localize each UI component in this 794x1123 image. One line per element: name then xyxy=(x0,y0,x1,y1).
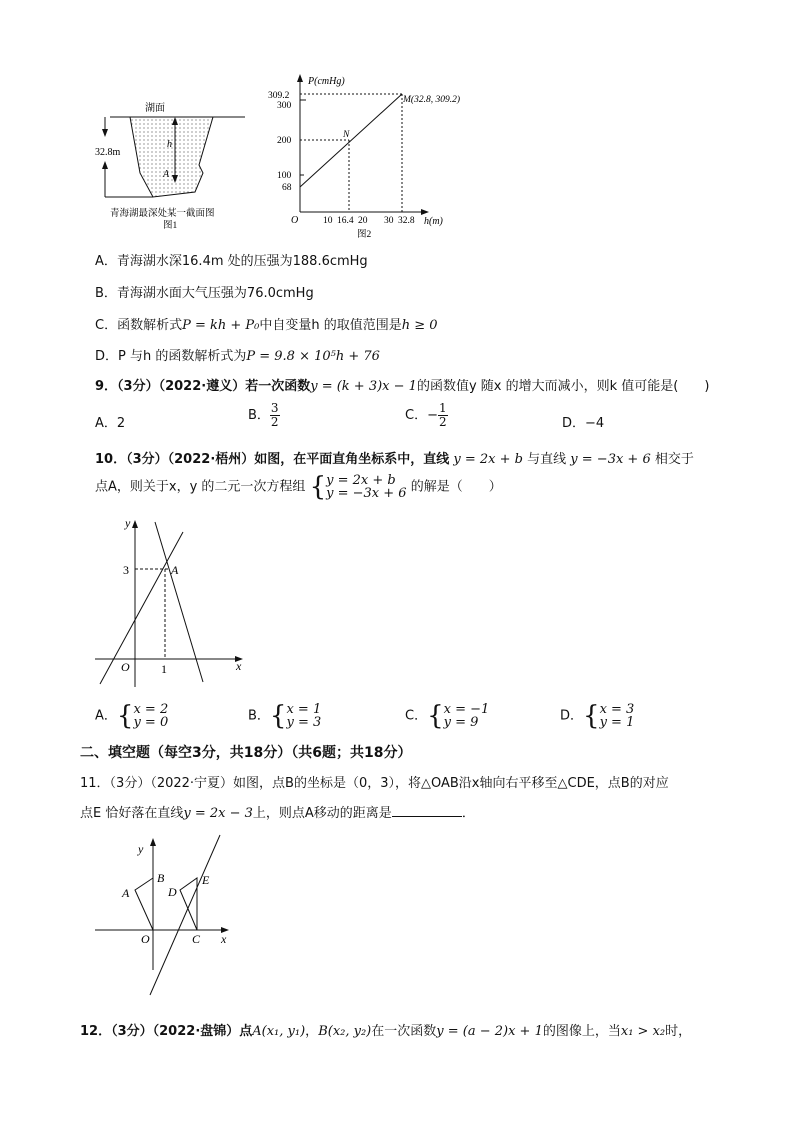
q8-c-mid: 中自变量h 的取值范围是 xyxy=(259,318,402,333)
q9-option-b: B． $\frac{3}{2}$ xyxy=(248,401,279,429)
q9-option-c: C．− $\frac{1}{2}$ xyxy=(405,401,447,429)
q8-d-formula: P = 9.8 × 10⁵h + 76 xyxy=(246,349,380,364)
q11-y-label: y xyxy=(138,842,144,856)
figure1-label: 图1 xyxy=(163,221,178,230)
q8-c-range: h ≥ 0 xyxy=(401,318,438,333)
q9-stem xyxy=(95,375,709,394)
graph2-origin: O xyxy=(291,215,299,226)
q10-line1: 10．（3分）（2022·梧州）如图，在平面直角坐标系中，直线 y = 2x + b 与直线 y = −3x + 6 相交于 xyxy=(95,452,694,467)
q11-graph xyxy=(95,830,245,1000)
q10-line2: 点A，则关于x，y 的二元一次方程组 { y = 2x + b y = −3x + 6 的解是（ ） xyxy=(95,472,502,502)
figure2-label: 图2 xyxy=(357,230,372,240)
q9-post: 的函数值y 随x 的增大而减小，则k 值可能是( ) xyxy=(416,379,710,394)
a-point-label: A xyxy=(163,169,170,180)
q10-y-label: y xyxy=(125,516,131,530)
triangle-oab xyxy=(135,878,153,930)
q10-point-a: A xyxy=(171,563,179,577)
q9-option-d: D．−4 xyxy=(562,416,605,431)
q8-d-pre: D．P 与h 的函数解析式为 xyxy=(95,349,247,364)
q11-line1: 11．（3分）（2022·宁夏）如图，点B的坐标是（0，3），将△OAB沿x轴向右平移至△CDE，点B的对应 xyxy=(80,776,669,791)
q10-tick-3: 3 xyxy=(123,563,129,577)
pressure-depth-graph xyxy=(265,70,480,240)
q10-x-label: x xyxy=(236,659,242,673)
q11-line2: 点E 恰好落在直线y = 2x − 3上，则点A移动的距离是 ． xyxy=(80,806,475,821)
ytick-300: 300 xyxy=(277,101,292,111)
q8-option-d xyxy=(95,345,380,364)
xtick-30: 30 xyxy=(384,216,394,226)
q10-tick-1: 1 xyxy=(161,662,167,676)
lake-surface-label: 湖面 xyxy=(145,103,165,114)
q8-option-c xyxy=(95,314,438,333)
q8-c-pre: C．函数解析式 xyxy=(95,318,183,333)
q11-point-e: E xyxy=(202,873,210,887)
q9-pre: 9．（3分）（2022·遵义）若一次函数 xyxy=(95,379,311,394)
q11-x-label: x xyxy=(221,932,227,946)
depth-label: 32.8m xyxy=(95,147,121,158)
q8-option-a: A．青海湖水深16.4m 处的压强为188.6cmHg xyxy=(95,254,368,269)
q11-point-a: A xyxy=(122,886,130,900)
q11-point-d: D xyxy=(168,885,177,899)
q11-origin: O xyxy=(141,932,150,946)
point-n-label: N xyxy=(343,130,350,140)
ytick-309-2: 309.2 xyxy=(268,91,290,101)
point-m-label: M(32.8, 309.2) xyxy=(403,95,460,105)
triangle-cde xyxy=(180,878,197,930)
line-y-2x-3 xyxy=(150,835,220,995)
ytick-100: 100 xyxy=(277,171,292,181)
lake-water-area xyxy=(130,117,213,197)
q10-option-b: B．{ x = 1 y = 3 xyxy=(248,701,322,731)
xtick-20: 20 xyxy=(358,216,368,226)
p-h-line xyxy=(300,94,402,187)
q11-point-c: C xyxy=(192,932,201,946)
q10-origin: O xyxy=(121,660,130,674)
q10-option-c: C．{ x = −1 y = 9 xyxy=(405,701,490,731)
section-2-heading: 二、填空题（每空3分，共18分）（共6题；共18分） xyxy=(80,745,412,761)
q8-c-formula: P = kh + P₀ xyxy=(182,318,260,333)
ytick-200: 200 xyxy=(277,136,292,146)
figure1-caption: 青海湖最深处某一截面图 xyxy=(110,209,215,219)
q9-formula: y = (k + 3)x − 1 xyxy=(310,379,417,394)
xtick-10: 10 xyxy=(323,216,333,226)
q8-option-b: B．青海湖水面大气压强为76.0cmHg xyxy=(95,286,314,301)
h-label: h xyxy=(167,139,172,150)
ytick-68: 68 xyxy=(282,183,292,193)
xtick-16-4: 16.4 xyxy=(337,216,354,226)
q10-graph xyxy=(95,512,255,692)
q11-point-b: B xyxy=(157,871,165,885)
q10-option-a: A．{ x = 2 y = 0 xyxy=(95,701,169,731)
q10-equation-system: y = 2x + b y = −3x + 6 xyxy=(326,473,407,501)
xtick-32-8: 32.8 xyxy=(398,216,415,226)
line-y-2x-b xyxy=(100,532,183,684)
q9-option-a: A．2 xyxy=(95,416,126,431)
q11-answer-blank[interactable] xyxy=(392,804,462,817)
graph2-xlabel: h(m) xyxy=(424,216,443,227)
q10-option-d: D．{ x = 3 y = 1 xyxy=(560,701,635,731)
line-y-neg3x-6 xyxy=(155,522,203,682)
lake-cross-section-figure xyxy=(95,95,255,230)
q12-stem: 12．（3分）（2022·盘锦）点A(x₁, y₁)，B(x₂, y₂)在一次函数y = (a − 2)x + 1的图像上，当x₁ > x₂时， xyxy=(80,1024,692,1039)
graph2-ylabel: P(cmHg) xyxy=(308,76,345,87)
